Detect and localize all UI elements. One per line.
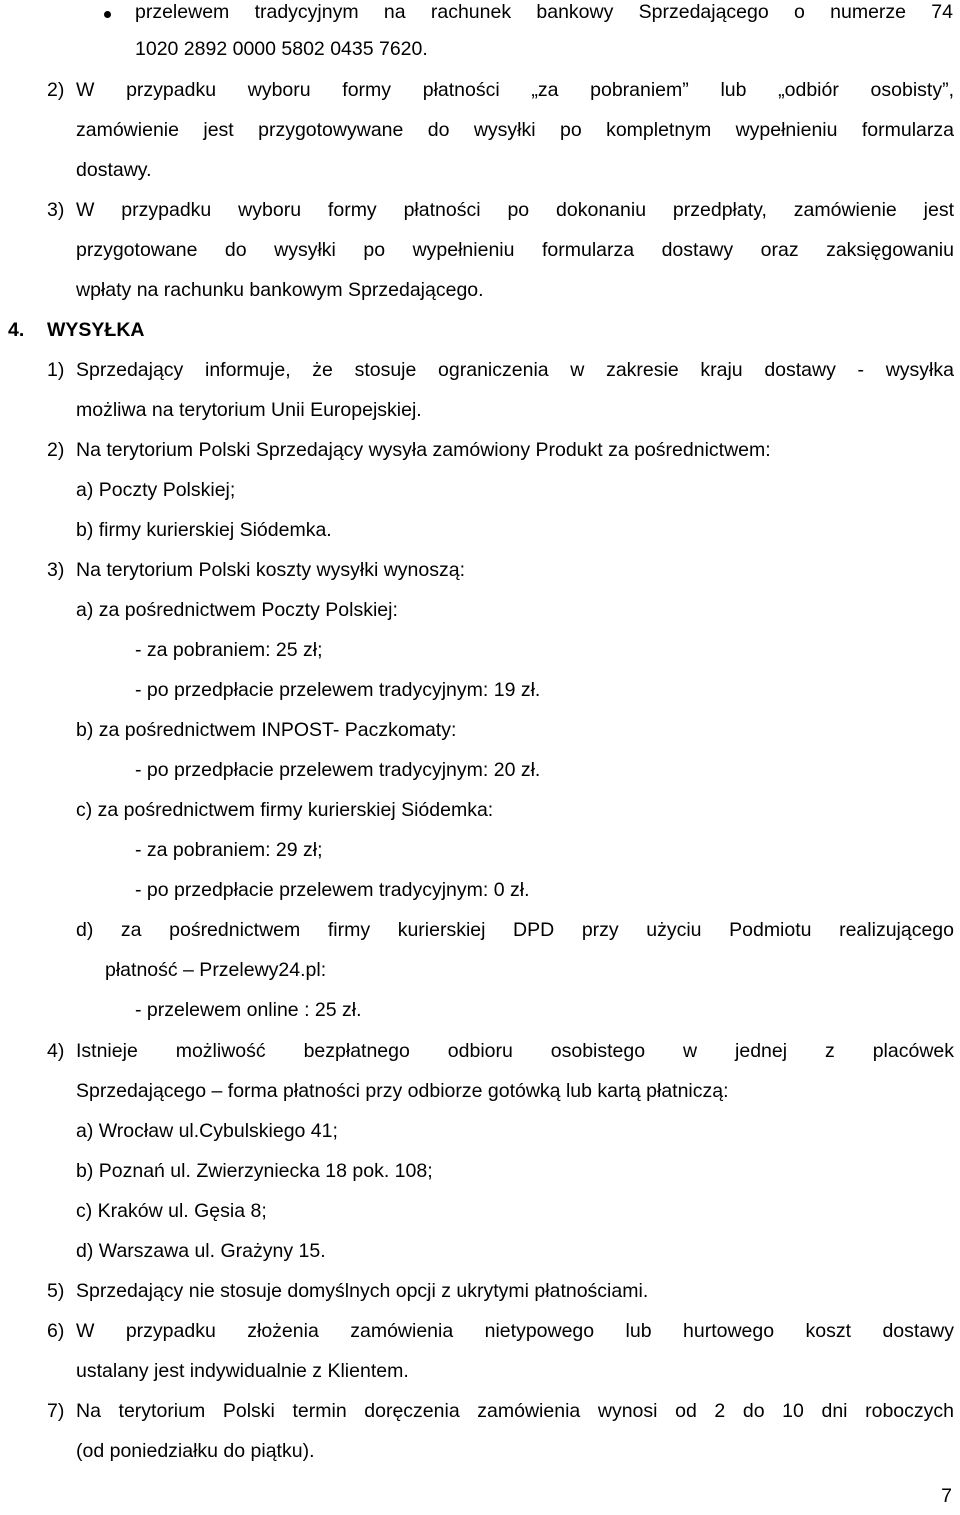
item-number: 3) (47, 559, 65, 581)
cost-poczta-polska: a) za pośrednictwem Poczty Polskiej: (76, 599, 398, 621)
shipping-item-6-line-1: W przypadku złożenia zamówienia nietypowego lub hurtowego koszt dostawy (76, 1320, 954, 1342)
payment-item-2-line-3: dostawy. (76, 159, 152, 181)
shipping-item-7-line-1: Na terytorium Polski termin doręczenia zamówienia wynosi od 2 do 10 dni roboczych (76, 1400, 954, 1422)
payment-item-2-line-1: W przypadku wyboru formy płatności „za pobraniem” lub „odbiór osobisty”, (76, 79, 954, 101)
cost-inpost-prepaid: - po przedpłacie przelewem tradycyjnym: 20 zł. (135, 759, 541, 781)
pickup-wroclaw: a) Wrocław ul.Cybulskiego 41; (76, 1120, 338, 1142)
page-number: 7 (941, 1485, 952, 1507)
cost-dpd-line-2: płatność – Przelewy24.pl: (105, 959, 327, 981)
bullet-icon (104, 11, 111, 18)
item-number: 6) (47, 1320, 65, 1342)
shipping-item-5-line-1: Sprzedający nie stosuje domyślnych opcji z ukrytymi płatnościami. (76, 1280, 649, 1302)
pickup-line-2: Sprzedającego – forma płatności przy odbiorze gotówką lub kartą płatniczą: (76, 1080, 729, 1102)
cost-inpost: b) za pośrednictwem INPOST- Paczkomaty: (76, 719, 457, 741)
pickup-poznan: b) Poznań ul. Zwierzyniecka 18 pok. 108; (76, 1160, 433, 1182)
item-number: 4) (47, 1040, 65, 1062)
item-number: 3) (47, 199, 65, 221)
item-number: 7) (47, 1400, 65, 1422)
shipping-item-2-line-1: Na terytorium Polski Sprzedający wysyła zamówiony Produkt za pośrednictwem: (76, 439, 771, 461)
item-number: 1) (47, 359, 65, 381)
payment-item-3-line-1: W przypadku wyboru formy płatności po dokonaniu przedpłaty, zamówienie jest (76, 199, 954, 221)
section-number: 4. (8, 319, 25, 341)
payment-item-2-line-2: zamówienie jest przygotowywane do wysyłki po kompletnym wypełnieniu formularza (76, 119, 954, 141)
shipping-item-6-line-2: ustalany jest indywidualnie z Klientem. (76, 1360, 409, 1382)
bank-transfer-line-1: przelewem tradycyjnym na rachunek bankowy Sprzedającego o numerze 74 (135, 1, 953, 23)
shipping-item-1-line-1: Sprzedający informuje, że stosuje ograniczenia w zakresie kraju dostawy - wysyłka (76, 359, 954, 381)
cost-dpd-line-1: d) za pośrednictwem firmy kurierskiej DPD przy użyciu Podmiotu realizującego (76, 919, 954, 941)
pickup-line-1: Istnieje możliwość bezpłatnego odbioru osobistego w jednej z placówek (76, 1040, 954, 1062)
shipping-costs-intro: Na terytorium Polski koszty wysyłki wynoszą: (76, 559, 466, 581)
cost-dpd-online: - przelewem online : 25 zł. (135, 999, 362, 1021)
section-title: WYSYŁKA (47, 319, 145, 341)
cost-poczta-cod: - za pobraniem: 25 zł; (135, 639, 323, 661)
item-number: 2) (47, 439, 65, 461)
shipping-item-7-line-2: (od poniedziałku do piątku). (76, 1440, 315, 1462)
cost-poczta-prepaid: - po przedpłacie przelewem tradycyjnym: 19 zł. (135, 679, 541, 701)
pickup-krakow: c) Kraków ul. Gęsia 8; (76, 1200, 267, 1222)
carrier-siodemka: b) firmy kurierskiej Siódemka. (76, 519, 332, 541)
payment-item-3-line-3: wpłaty na rachunku bankowym Sprzedającego. (76, 279, 484, 301)
pickup-warszawa: d) Warszawa ul. Grażyny 15. (76, 1240, 326, 1262)
shipping-item-1-line-2: możliwa na terytorium Unii Europejskiej. (76, 399, 422, 421)
cost-siodemka-prepaid: - po przedpłacie przelewem tradycyjnym: 0 zł. (135, 879, 530, 901)
carrier-poczta-polska: a) Poczty Polskiej; (76, 479, 236, 501)
item-number: 2) (47, 79, 65, 101)
item-number: 5) (47, 1280, 65, 1302)
cost-siodemka: c) za pośrednictwem firmy kurierskiej Siódemka: (76, 799, 494, 821)
bank-account-number: 1020 2892 0000 5802 0435 7620. (135, 38, 428, 60)
payment-item-3-line-2: przygotowane do wysyłki po wypełnieniu formularza dostawy oraz zaksięgowaniu (76, 239, 954, 261)
cost-siodemka-cod: - za pobraniem: 29 zł; (135, 839, 323, 861)
